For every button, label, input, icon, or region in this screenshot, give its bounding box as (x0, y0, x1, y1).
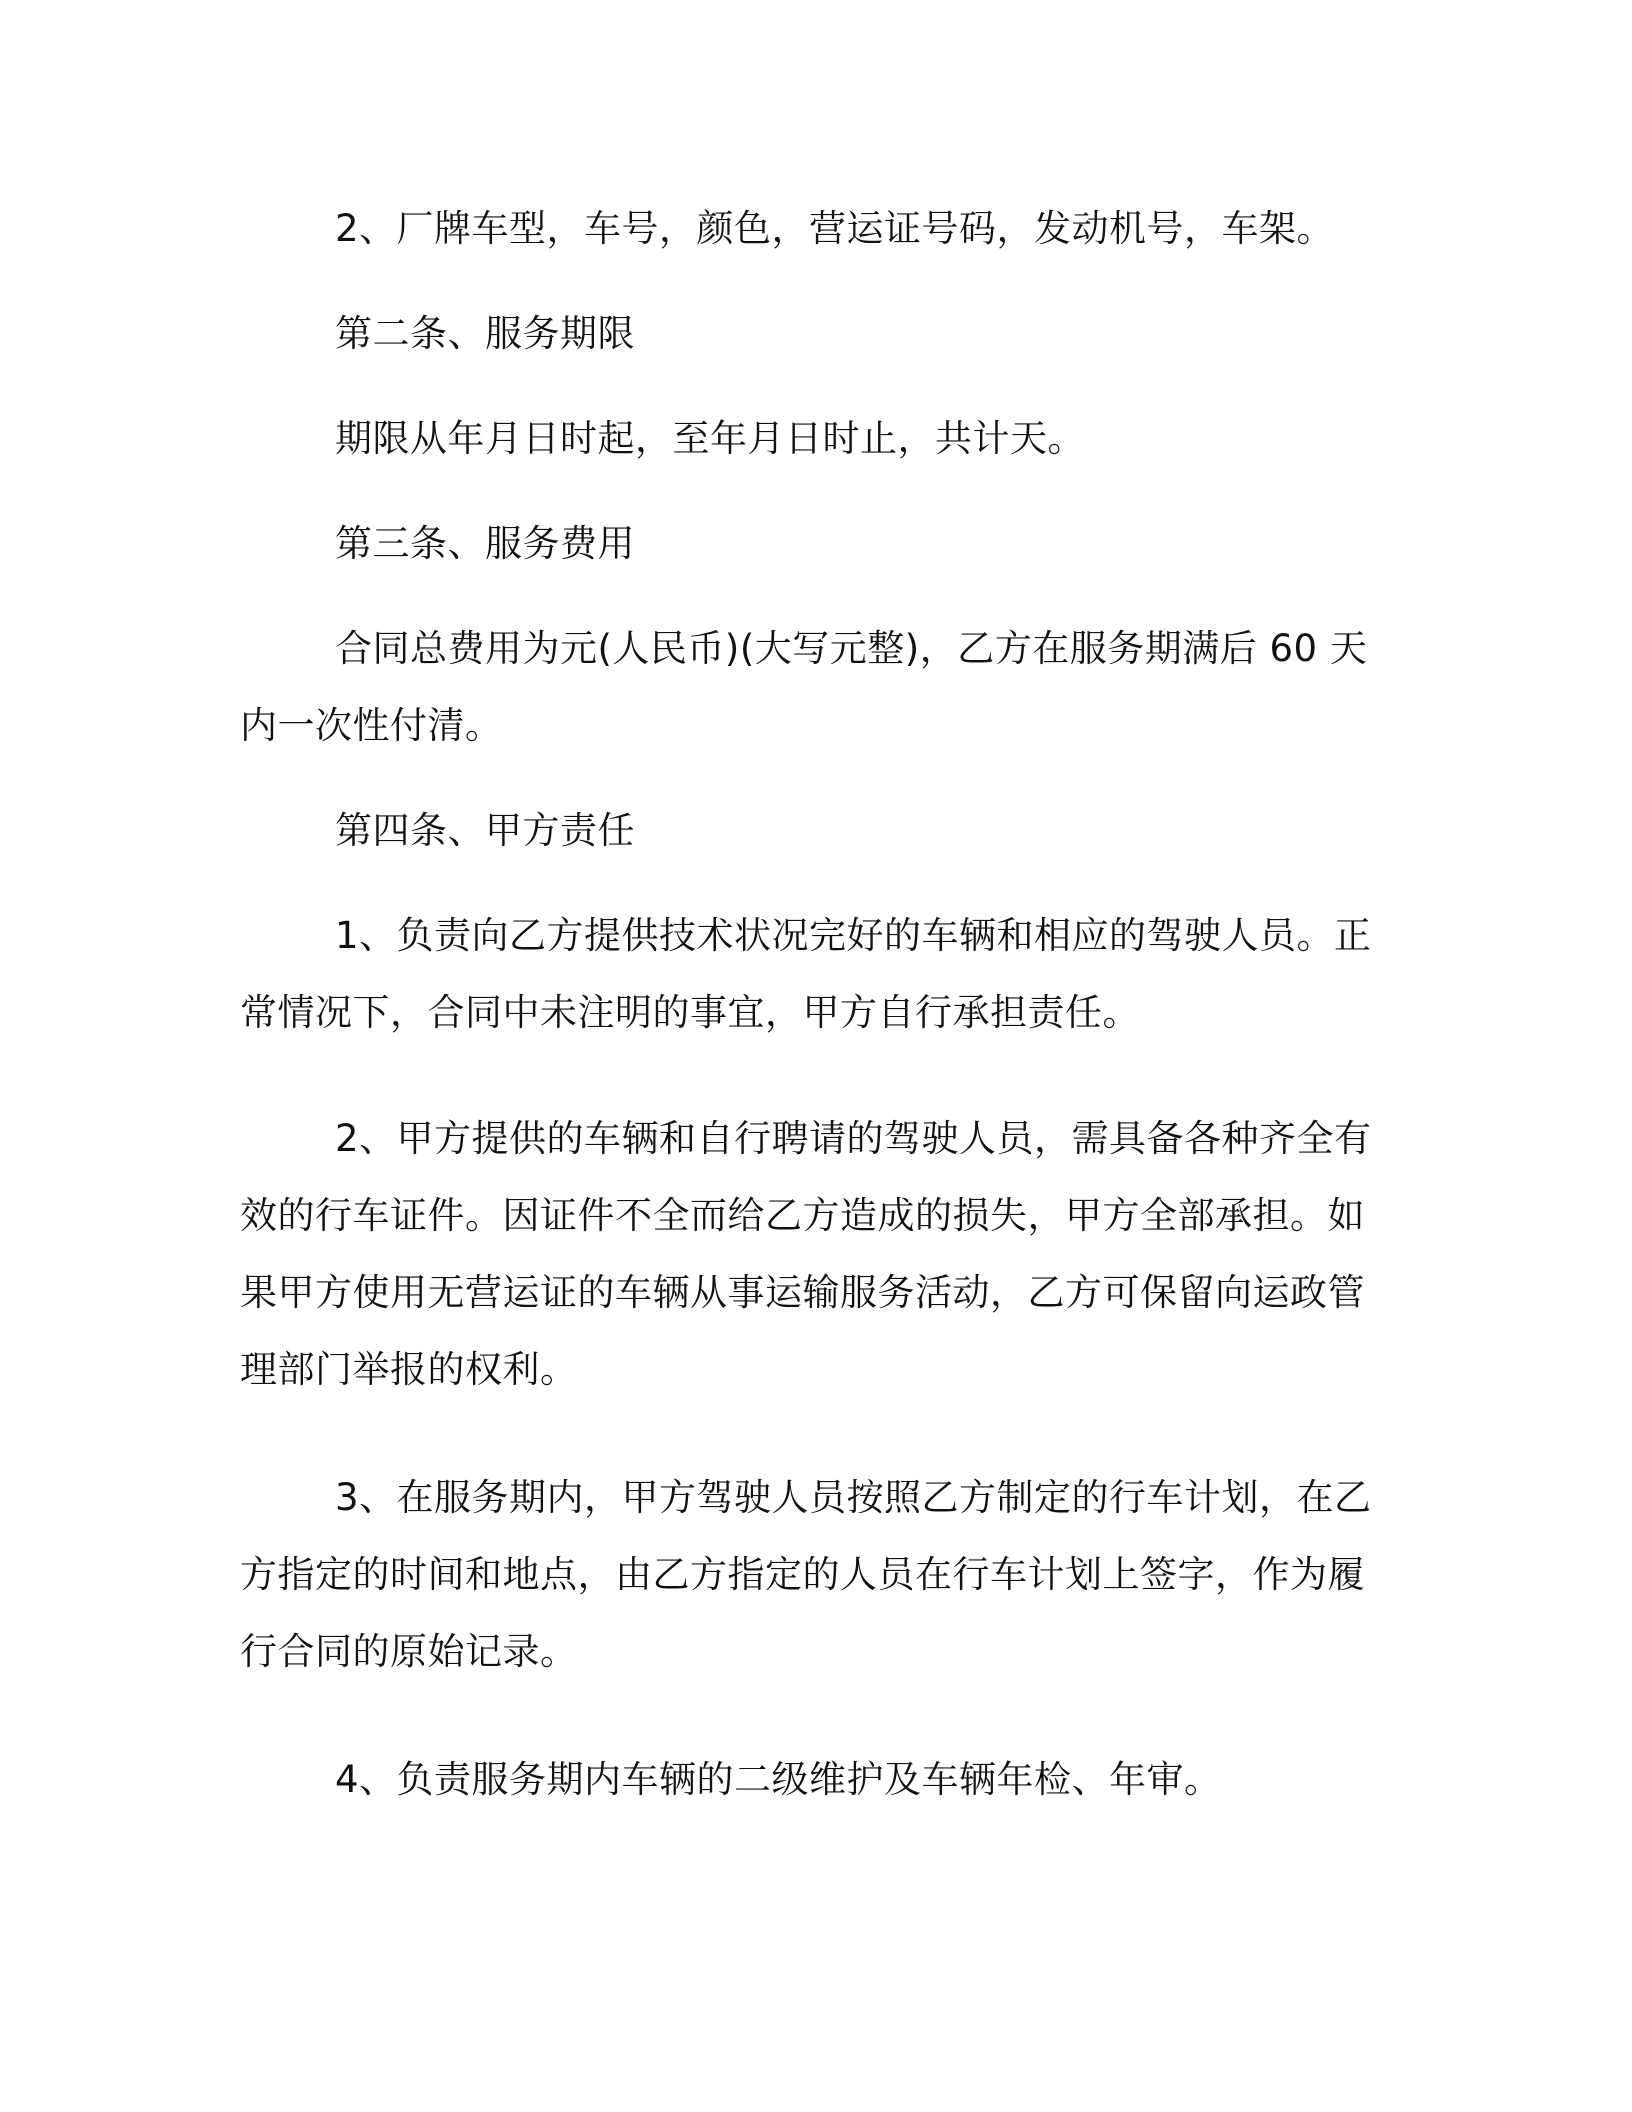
heading-article-3: 第三条、服务费用 (335, 522, 635, 565)
clause-service-period: 期限从年月日时起，至年月日时止，共计天。 (335, 417, 1085, 460)
document-body (240, 190, 1380, 1818)
clause-party-a-4: 4、负责服务期内车辆的二级维护及车辆年检、年审。 (335, 1758, 1222, 1801)
heading-article-4: 第四条、甲方责任 (335, 809, 635, 852)
clause-party-a-3: 3、在服务期内，甲方驾驶人员按照乙方制定的行车计划，在乙方指定的时间和地点，由乙方指定的人员在行车计划上签字，作为履行合同的原始记录。 (240, 1476, 1372, 1673)
heading-article-2: 第二条、服务期限 (335, 312, 635, 355)
clause-service-fee: 合同总费用为元(人民币)(大写元整)，乙方在服务期满后 60 天内一次性付清。 (240, 627, 1368, 747)
clause-party-a-1: 1、负责向乙方提供技术状况完好的车辆和相应的驾驶人员。正常情况下，合同中未注明的事宜，甲方自行承担责任。 (240, 914, 1372, 1034)
clause-party-a-2: 2、甲方提供的车辆和自行聘请的驾驶人员，需具备各种齐全有效的行车证件。因证件不全而给乙方造成的损失，甲方全部承担。如果甲方使用无营运证的车辆从事运输服务活动，乙方可保留向运政管理部门举报的权利。 (240, 1117, 1372, 1391)
clause-vehicle-info: 2、厂牌车型，车号，颜色，营运证号码，发动机号，车架。 (335, 207, 1335, 250)
